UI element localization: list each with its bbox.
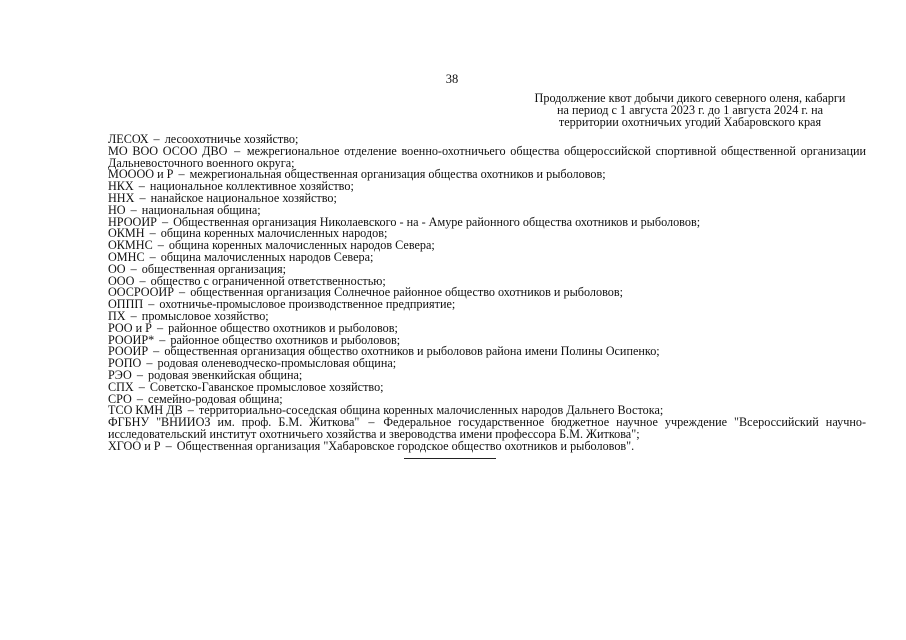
abbreviation-dash: – — [368, 415, 375, 430]
abbreviation-term: ЛЕСОХ — [108, 132, 149, 146]
abbreviation-dash: – — [156, 320, 164, 335]
abbreviation-term: ПХ — [108, 308, 126, 323]
abbreviation-dash: – — [138, 379, 145, 394]
abbreviation-definition: семейно-родовая община; — [148, 391, 283, 406]
abbreviation-definition: родовая оленеводческо-промысловая община; — [157, 356, 397, 371]
abbreviation-term: ХГОО и Р — [108, 438, 161, 453]
abbreviation-dash: – — [157, 238, 164, 253]
abbreviation-dash: – — [130, 202, 137, 217]
abbreviation-dash: – — [146, 356, 153, 371]
abbreviation-term: ООСРООИР — [108, 285, 174, 300]
abbreviation-entry — [108, 438, 866, 453]
abbreviation-definition: Общественная организация Николаевского - на - Амуре районного общества охотников и рыболовов; — [173, 214, 701, 229]
abbreviation-entry — [108, 417, 866, 441]
abbreviation-dash: – — [139, 190, 146, 205]
abbreviation-term: ООО — [108, 273, 135, 288]
abbreviation-definition: общественная организация; — [141, 261, 287, 276]
abbreviation-definition: национальное коллективное хозяйство; — [149, 179, 354, 194]
abbreviation-term: НКХ — [108, 179, 134, 194]
abbreviation-term: НРООИР — [108, 214, 157, 229]
abbreviation-definition: межрегиональная общественная организация общества охотников и рыболовов; — [189, 167, 606, 182]
abbreviation-dash: – — [161, 214, 169, 229]
continuation-header-line: на период с 1 августа 2023 г. до 1 августа 2024 г. на — [557, 102, 823, 117]
abbreviation-dash: – — [136, 367, 143, 382]
continuation-header-line: территории охотничьих угодий Хабаровского края — [558, 114, 822, 129]
abbreviation-definition: Советско-Гаванское промысловое хозяйство; — [149, 379, 384, 394]
abbreviation-term: НО — [108, 202, 126, 217]
abbreviation-term: РООИР* — [108, 332, 155, 347]
abbreviation-definition: промысловое хозяйство; — [141, 308, 269, 323]
abbreviation-term: ННХ — [108, 190, 135, 205]
continuation-header-line: Продолжение квот добычи дикого северного оленя, кабарги — [534, 91, 846, 105]
abbreviation-term: СПХ — [108, 379, 134, 394]
abbreviation-definition: территориально-соседская община коренных малочисленных народов Дальнего Востока; — [198, 403, 664, 418]
abbreviation-dash: – — [138, 179, 145, 194]
continuation-header — [520, 93, 860, 128]
abbreviation-definition: охотничье-промысловое производственное предприятие; — [159, 297, 456, 312]
abbreviation-definition: община коренных малочисленных народов; — [160, 226, 388, 241]
abbreviation-term: ТСО КМН ДВ — [108, 403, 183, 418]
abbreviation-dash: – — [136, 391, 143, 406]
abbreviation-term: ОМНС — [108, 249, 145, 264]
abbreviation-term: РОО и Р — [108, 320, 152, 335]
abbreviation-definition: районное общество охотников и рыболовов; — [168, 320, 398, 335]
abbreviation-term: МО ВОО ОСОО ДВО — [108, 143, 228, 158]
abbreviation-definition: нанайское национальное хозяйство; — [150, 190, 337, 205]
abbreviation-definition: лесоохотничье хозяйство; — [164, 132, 299, 146]
abbreviation-dash: – — [130, 308, 137, 323]
abbreviation-dash: – — [130, 261, 137, 276]
abbreviation-dash: – — [159, 332, 166, 347]
abbreviation-dash: – — [179, 285, 186, 300]
abbreviation-dash: – — [153, 132, 160, 146]
abbreviation-dash: – — [234, 143, 241, 158]
abbreviation-definition: районное общество охотников и рыболовов; — [170, 332, 401, 347]
abbreviation-entry — [108, 143, 867, 170]
abbreviation-dash: – — [165, 438, 172, 453]
abbreviation-definition: Общественная организация "Хабаровское городское общество охотников и рыболовов". — [176, 438, 635, 453]
abbreviation-definition: общественная организация общество охотников и рыболовов района имени Полины Осипенко; — [164, 344, 660, 359]
abbreviation-list — [108, 134, 866, 453]
abbreviation-dash: – — [149, 226, 156, 241]
abbreviation-definition: родовая эвенкийская община; — [147, 367, 303, 382]
abbreviation-dash: – — [148, 297, 155, 312]
abbreviation-term: РООИР — [108, 344, 149, 359]
abbreviation-dash: – — [153, 344, 160, 359]
abbreviation-dash: – — [139, 273, 146, 288]
abbreviation-dash: – — [178, 167, 185, 182]
abbreviation-dash: – — [149, 249, 156, 264]
abbreviation-definition: общественная организация Солнечное районное общество охотников и рыболовов; — [190, 285, 623, 300]
abbreviation-definition: межрегиональное отделение военно-охотничьего общества общероссийской спортивной общественной организации Дальневосточного военного округа; — [108, 143, 867, 170]
abbreviation-term: РОПО — [108, 356, 142, 371]
abbreviation-definition: Федеральное государственное бюджетное научное учреждение "Всероссийский научно-исследовательский институт охотничьего хозяйства и звероводства имени профессора Б.М. Житкова"; — [108, 415, 867, 441]
abbreviation-definition: общество с ограниченной ответственностью; — [150, 273, 386, 288]
end-divider-line — [404, 458, 496, 459]
abbreviation-term: ОКМНС — [108, 238, 153, 253]
abbreviation-term: ОКМН — [108, 226, 145, 241]
page-number: 38 — [445, 72, 459, 86]
abbreviation-term: ОППП — [108, 297, 144, 312]
abbreviation-term: СРО — [108, 391, 132, 406]
abbreviation-definition: община коренных малочисленных народов Севера; — [168, 238, 435, 253]
abbreviation-term: ОО — [108, 261, 126, 276]
abbreviation-term: РЭО — [108, 367, 132, 382]
abbreviation-term: ФГБНУ "ВНИИОЗ им. проф. Б.М. Житкова" — [108, 415, 360, 430]
abbreviation-definition: национальная община; — [141, 202, 261, 217]
abbreviation-dash: – — [187, 403, 194, 418]
abbreviation-term: МОООО и Р — [108, 167, 174, 182]
abbreviation-definition: община малочисленных народов Севера; — [160, 249, 374, 264]
